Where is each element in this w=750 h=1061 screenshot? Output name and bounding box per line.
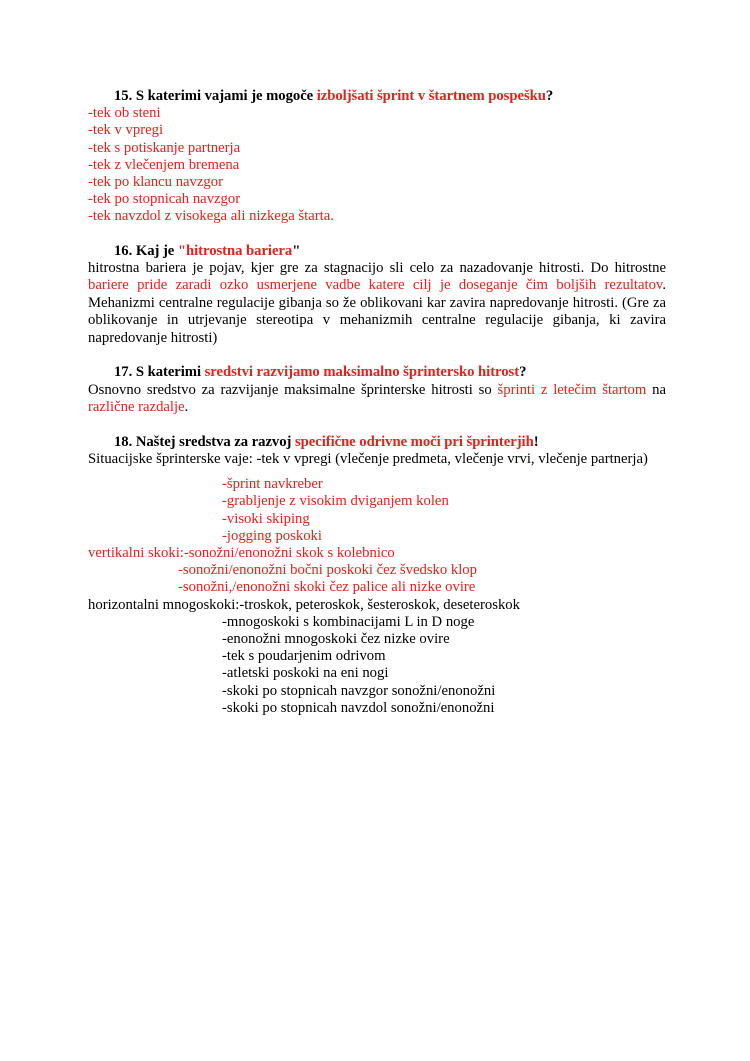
question-heading-16-highlight: "hitrostna bariera: [177, 242, 293, 259]
section-spacer: [88, 226, 666, 243]
question-heading-16-text-b: ": [292, 242, 301, 259]
question-heading-16-text-a: 16. Kaj je: [114, 242, 178, 259]
question-block-18: [88, 434, 666, 718]
question-heading-17: [88, 364, 666, 381]
question-heading-15-text-a: 15. S katerimi vajami je mogoče: [114, 88, 317, 104]
answer-line: -tek navzdol z visokega ali nizkega štarta.: [88, 208, 334, 225]
question-heading-15: [88, 88, 666, 105]
answer-segment: Osnovno sredstvo za razvijanje maksimalne šprinterske hitrosti so: [88, 381, 498, 398]
exercise-line: -šprint navkreber: [222, 476, 323, 493]
question-block-17: [88, 364, 666, 416]
answer-segment-highlight: različne razdalje: [88, 399, 185, 416]
document-body: [88, 88, 666, 717]
question-heading-18-highlight: specifične odrivne moči pri šprinterjih: [294, 433, 534, 450]
exercise-list-18: [88, 476, 666, 717]
answer-line: -tek ob steni: [88, 105, 161, 122]
answer-paragraph-16: [88, 260, 666, 348]
answer-intro-18: Situacijske šprinterske vaje: -tek v vpregi (vlečenje predmeta, vlečenje vrvi, vlečenje partnerja): [88, 450, 648, 467]
answer-segment: na: [646, 381, 666, 398]
exercise-line: -grabljenje z visokim dviganjem kolen: [222, 493, 449, 510]
question-block-16: [88, 243, 666, 348]
question-heading-15-highlight: izboljšati šprint v štartnem pospešku: [316, 88, 546, 104]
exercise-line: -tek s poudarjenim odrivom: [222, 648, 386, 665]
answer-segment: . Mehanizmi centralne regulacije gibanja so že oblikovani kar zavira napredovanje hitrosti. (Gre za oblikovanje in utrjevanje stereotipa v mehanizmih centralne regulacije gibanja, ki zavira napredovanje hitrosti): [88, 277, 666, 346]
exercise-line: -jogging poskoki: [222, 527, 322, 544]
answer-line: -tek s potiskanje partnerja: [88, 139, 241, 156]
exercise-line: -visoki skiping: [222, 510, 310, 527]
answer-segment: .: [184, 399, 189, 416]
question-heading-17-text-a: 17. S katerimi: [114, 364, 205, 381]
question-heading-16: [88, 243, 666, 260]
exercise-line: -enonožni mnogoskoki čez nizke ovire: [222, 631, 450, 648]
exercise-line-vertical-jumps: vertikalni skoki:-sonožni/enonožni skok s kolebnico: [88, 545, 395, 562]
answer-list-15: [88, 105, 666, 225]
exercise-line: -sonožni,/enonožni skoki čez palice ali nizke ovire: [178, 579, 476, 596]
question-heading-17-highlight: sredstvi razvijamo maksimalno šprintersko hitrost: [204, 364, 520, 381]
answer-line: -tek po stopnicah navzgor: [88, 191, 241, 208]
question-heading-17-text-b: ?: [519, 364, 527, 381]
section-spacer: [88, 417, 666, 434]
answer-segment: hitrostna bariera je pojav, kjer gre za stagnacijo sli celo za nazadovanje hitrosti. Do hitrostne: [88, 259, 666, 276]
answer-segment-highlight: bariere pride zaradi ozko usmerjene vadbe katere cilj je doseganje čim boljših rezultatov: [88, 277, 663, 294]
answer-segment-highlight: šprinti z letečim štartom: [497, 381, 647, 398]
answer-line: -tek z vlečenjem bremena: [88, 156, 240, 173]
exercise-line: -mnogoskoki s kombinacijami L in D noge: [222, 613, 475, 630]
answer-paragraph-17: [88, 382, 666, 417]
answer-line: -tek v vpregi: [88, 122, 164, 139]
exercise-line: -sonožni/enonožni bočni poskoki čez švedsko klop: [178, 562, 477, 579]
question-heading-18-text-b: !: [533, 433, 539, 450]
exercise-line: -skoki po stopnicah navzdol sonožni/enonožni: [222, 699, 495, 716]
section-spacer: [88, 347, 666, 364]
exercise-line: -atletski poskoki na eni nogi: [222, 665, 389, 682]
question-heading-18-text-a: 18. Naštej sredstva za razvoj: [114, 433, 295, 450]
list-spacer: [88, 468, 666, 476]
question-heading-15-text-b: ?: [545, 88, 554, 104]
question-heading-18: [88, 434, 666, 451]
question-block-15: [88, 88, 666, 226]
answer-line: -tek po klancu navzgor: [88, 174, 223, 191]
exercise-line-horizontal-jumps: horizontalni mnogoskoki:-troskok, peteroskok, šesteroskok, deseteroskok: [88, 596, 520, 613]
exercise-line: -skoki po stopnicah navzgor sonožni/enonožni: [222, 682, 496, 699]
